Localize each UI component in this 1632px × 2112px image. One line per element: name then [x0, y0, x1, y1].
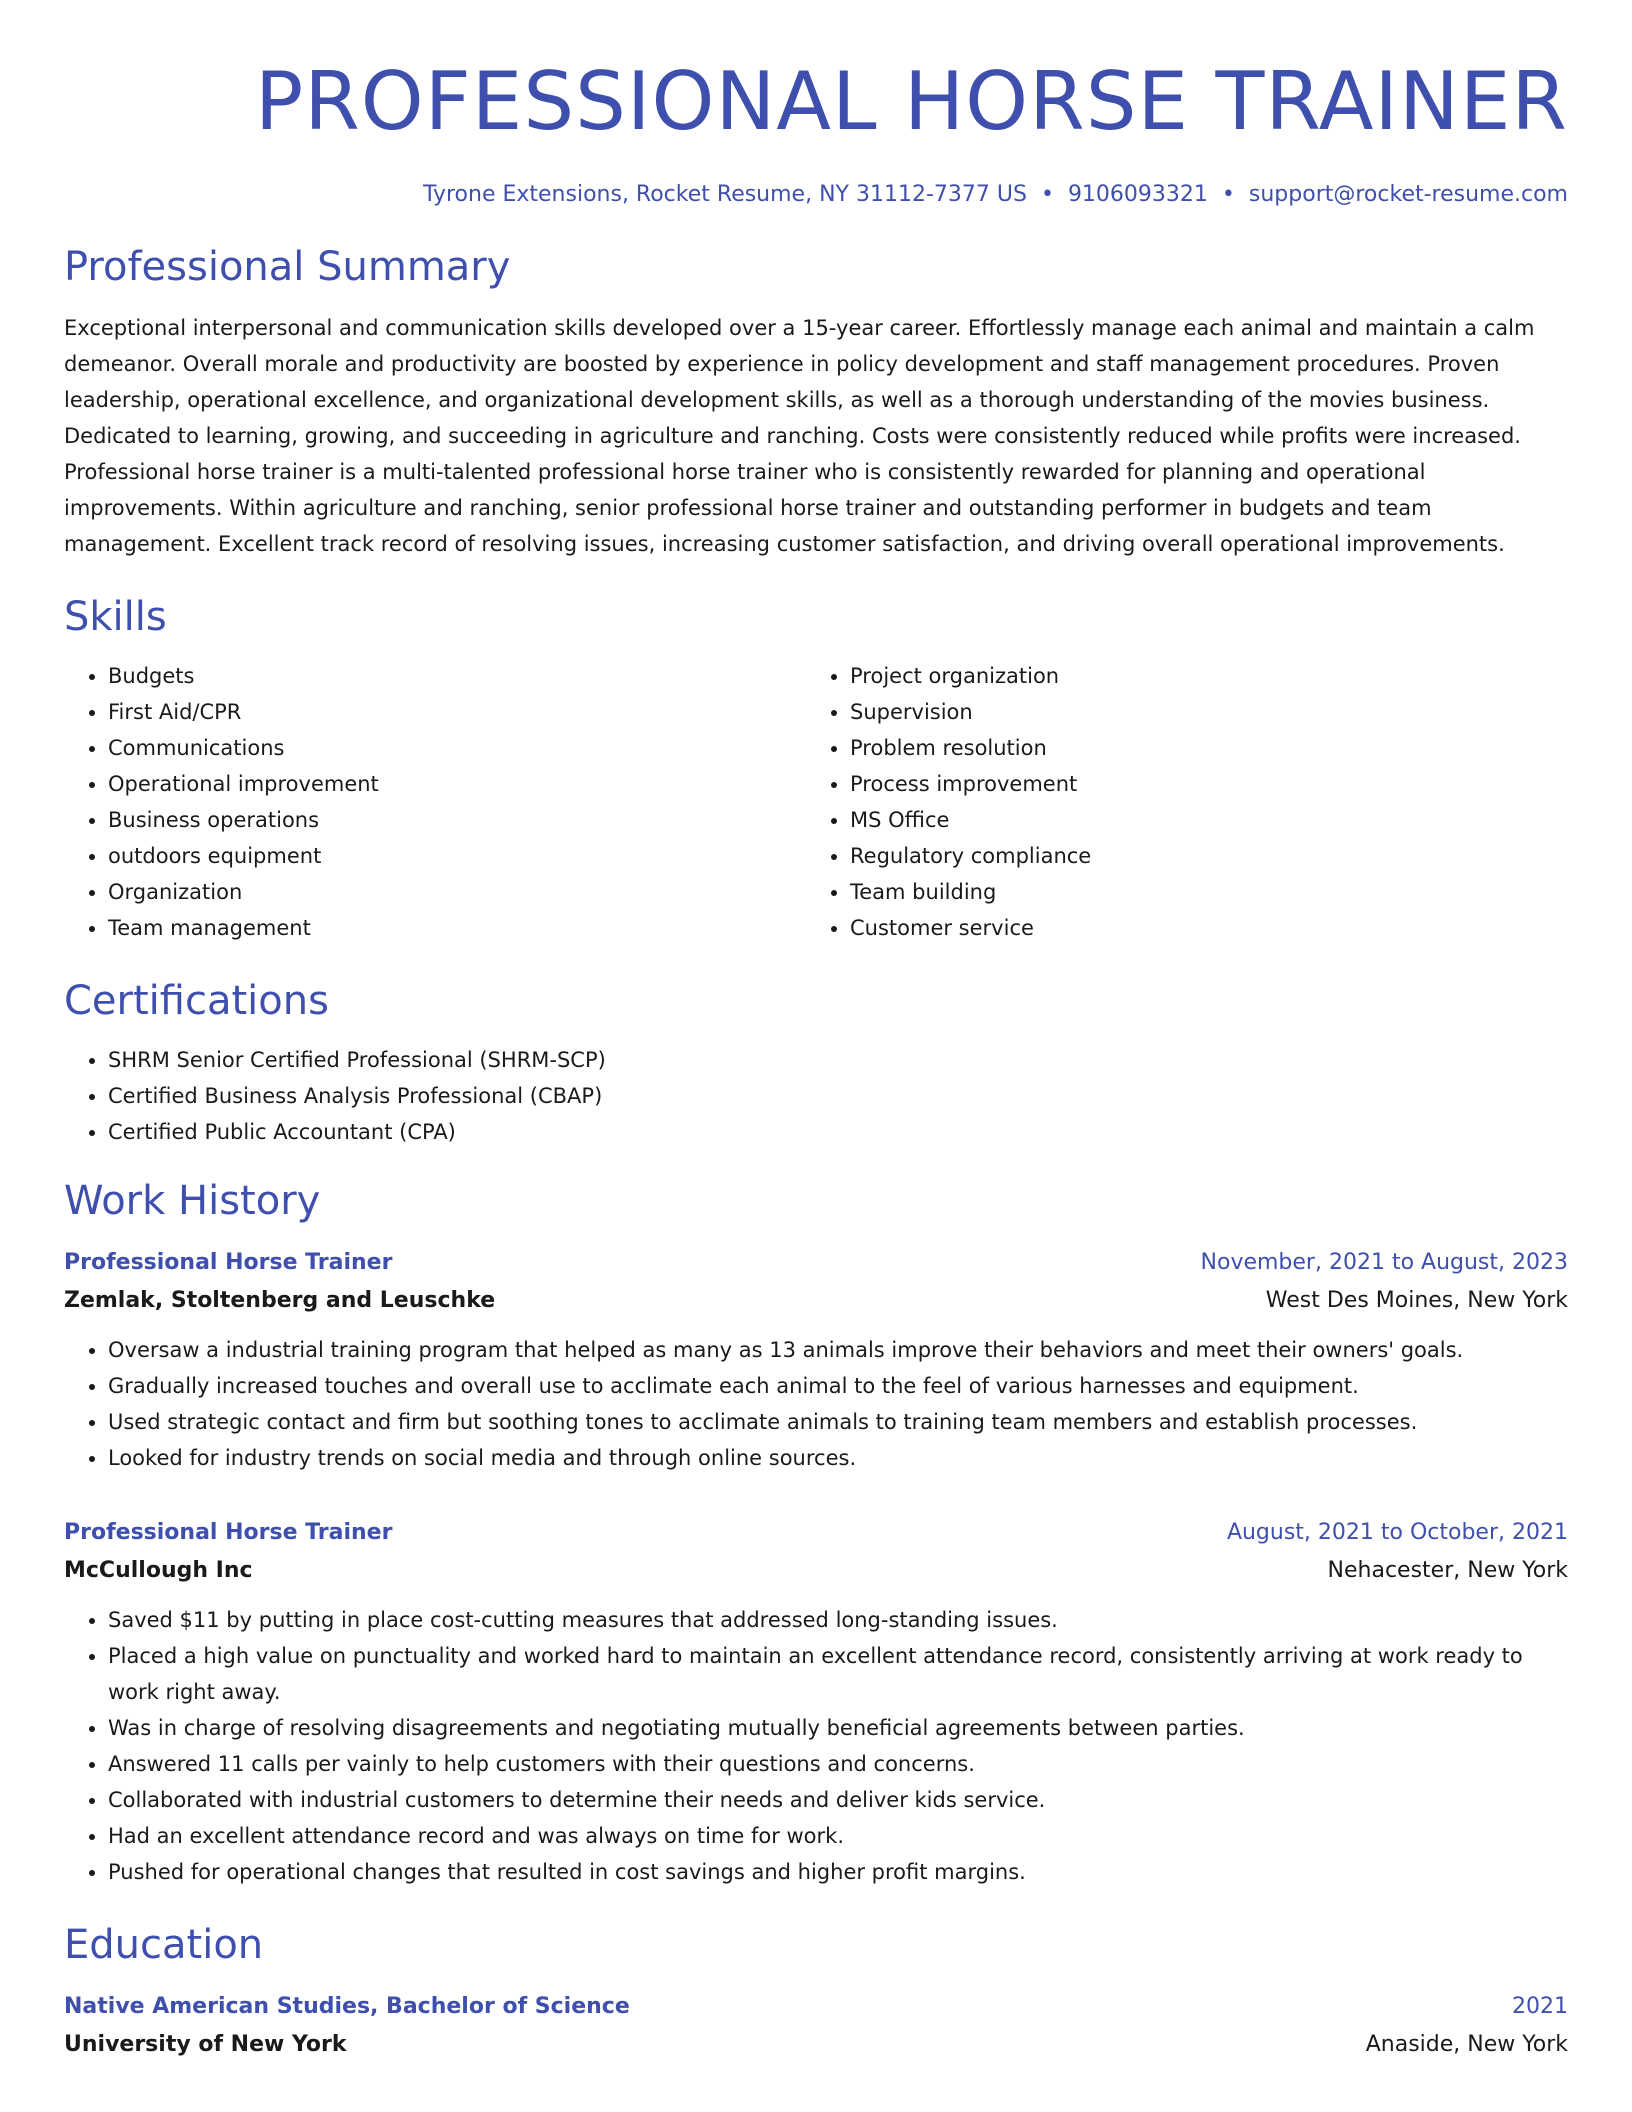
skill-item: • MS Office [850, 802, 1548, 838]
skill-item: • Supervision [850, 694, 1548, 730]
job-bullet: • Gradually increased touches and overall use to acclimate each animal to the feel of various harnesses and equipment. [108, 1368, 1568, 1404]
skill-item: • Team building [850, 874, 1548, 910]
contact-address: Tyrone Extensions, Rocket Resume, NY 31112-7377 US [422, 182, 1027, 207]
certifications-heading: Certifications [64, 978, 329, 1024]
skill-item: • Process improvement [850, 766, 1548, 802]
job-bullet: • Placed a high value on punctuality and worked hard to maintain an excellent attendance record, consistently arriving at work ready to work right away. [108, 1638, 1568, 1710]
summary-text: Exceptional interpersonal and communication skills developed over a 15-year career. Effortlessly manage each animal and maintain a calm demeanor. Overall morale and productivity are boosted by experience in policy development and staff management procedures. Proven leadership, operational excellence, and organizational development skills, as well as a thorough understanding of the movies business. Dedicated to learning, growing, and succeeding in agriculture and ranching. Costs were consistently reduced while profits were increased. Professional horse trainer is a multi-talented professional horse trainer who is consistently rewarded for planning and operational improvements. Within agriculture and ranching, senior professional horse trainer and outstanding performer in budgets and team management. Excellent track record of resolving issues, increasing customer satisfaction, and driving overall operational improvements. [64, 316, 1535, 556]
certifications-list [64, 1042, 1568, 1150]
certification-item: • Certified Public Accountant (CPA) [108, 1114, 1568, 1150]
skill-item: • Organization [108, 874, 806, 910]
skill-item: • Business operations [108, 802, 806, 838]
job-location: Nehacester, New York [1327, 1558, 1568, 1583]
resume-name: PROFESSIONAL HORSE TRAINER [254, 55, 1568, 148]
job-bullet: • Oversaw a industrial training program that helped as many as 13 animals improve their behaviors and meet their owners' goals. [108, 1332, 1568, 1368]
job-dates: November, 2021 to August, 2023 [1200, 1250, 1568, 1275]
job-employer: Zemlak, Stoltenberg and Leuschke [64, 1288, 496, 1313]
job-bullet: • Had an excellent attendance record and was always on time for work. [108, 1818, 1568, 1854]
contact-phone: 9106093321 [1067, 182, 1208, 207]
job-bullet: • Collaborated with industrial customers to determine their needs and deliver kids service. [108, 1782, 1568, 1818]
skills-list [64, 658, 1568, 946]
skill-item: • Team management [108, 910, 806, 946]
education-school-row [64, 2026, 1568, 2064]
contact-separator: • [1040, 182, 1054, 207]
contact-separator: • [1221, 182, 1235, 207]
job-bullet: • Used strategic contact and firm but soothing tones to acclimate animals to training team members and establish processes. [108, 1404, 1568, 1440]
education-entry [64, 1988, 1568, 2064]
job-bullet: • Answered 11 calls per vainly to help customers with their questions and concerns. [108, 1746, 1568, 1782]
job-location: West Des Moines, New York [1265, 1288, 1568, 1313]
skill-item: • Communications [108, 730, 806, 766]
education-header-row [64, 1988, 1568, 2026]
skill-item: • Operational improvement [108, 766, 806, 802]
certification-item: • SHRM Senior Certified Professional (SHRM-SCP) [108, 1042, 1568, 1078]
skill-item: • Regulatory compliance [850, 838, 1548, 874]
job-employer-row [64, 1282, 1568, 1320]
job-bullet: • Pushed for operational changes that resulted in cost savings and higher profit margins. [108, 1854, 1568, 1890]
job-entry [64, 1244, 1568, 1476]
skill-item: • Problem resolution [850, 730, 1548, 766]
education-school: University of New York [64, 2032, 347, 2057]
job-bullet: • Looked for industry trends on social media and through online sources. [108, 1440, 1568, 1476]
work-history-heading: Work History [64, 1178, 321, 1224]
job-bullets [64, 1332, 1568, 1476]
job-title: Professional Horse Trainer [64, 1520, 393, 1545]
contact-line [64, 180, 1568, 210]
job-bullets [64, 1602, 1568, 1890]
job-header-row [64, 1244, 1568, 1282]
summary-heading: Professional Summary [64, 244, 511, 290]
job-employer: McCullough Inc [64, 1558, 253, 1583]
education-year: 2021 [1512, 1994, 1568, 2019]
skill-item: • Customer service [850, 910, 1548, 946]
job-dates: August, 2021 to October, 2021 [1226, 1520, 1568, 1545]
job-employer-row [64, 1552, 1568, 1590]
job-bullet: • Was in charge of resolving disagreements and negotiating mutually beneficial agreements between parties. [108, 1710, 1568, 1746]
skill-item: • First Aid/CPR [108, 694, 806, 730]
education-heading: Education [64, 1922, 264, 1968]
skill-item: • Budgets [108, 658, 806, 694]
job-entry [64, 1514, 1568, 1890]
education-location: Anaside, New York [1365, 2032, 1568, 2057]
skills-column-right [806, 658, 1548, 946]
job-header-row [64, 1514, 1568, 1552]
skills-heading: Skills [64, 594, 167, 640]
skill-item: • Project organization [850, 658, 1548, 694]
certification-item: • Certified Business Analysis Professional (CBAP) [108, 1078, 1568, 1114]
skills-column-left [64, 658, 806, 946]
job-title: Professional Horse Trainer [64, 1250, 393, 1275]
education-degree: Native American Studies, Bachelor of Science [64, 1994, 630, 2019]
contact-email: support@rocket-resume.com [1248, 182, 1568, 207]
skill-item: • outdoors equipment [108, 838, 806, 874]
job-bullet: • Saved $11 by putting in place cost-cutting measures that addressed long-standing issues. [108, 1602, 1568, 1638]
